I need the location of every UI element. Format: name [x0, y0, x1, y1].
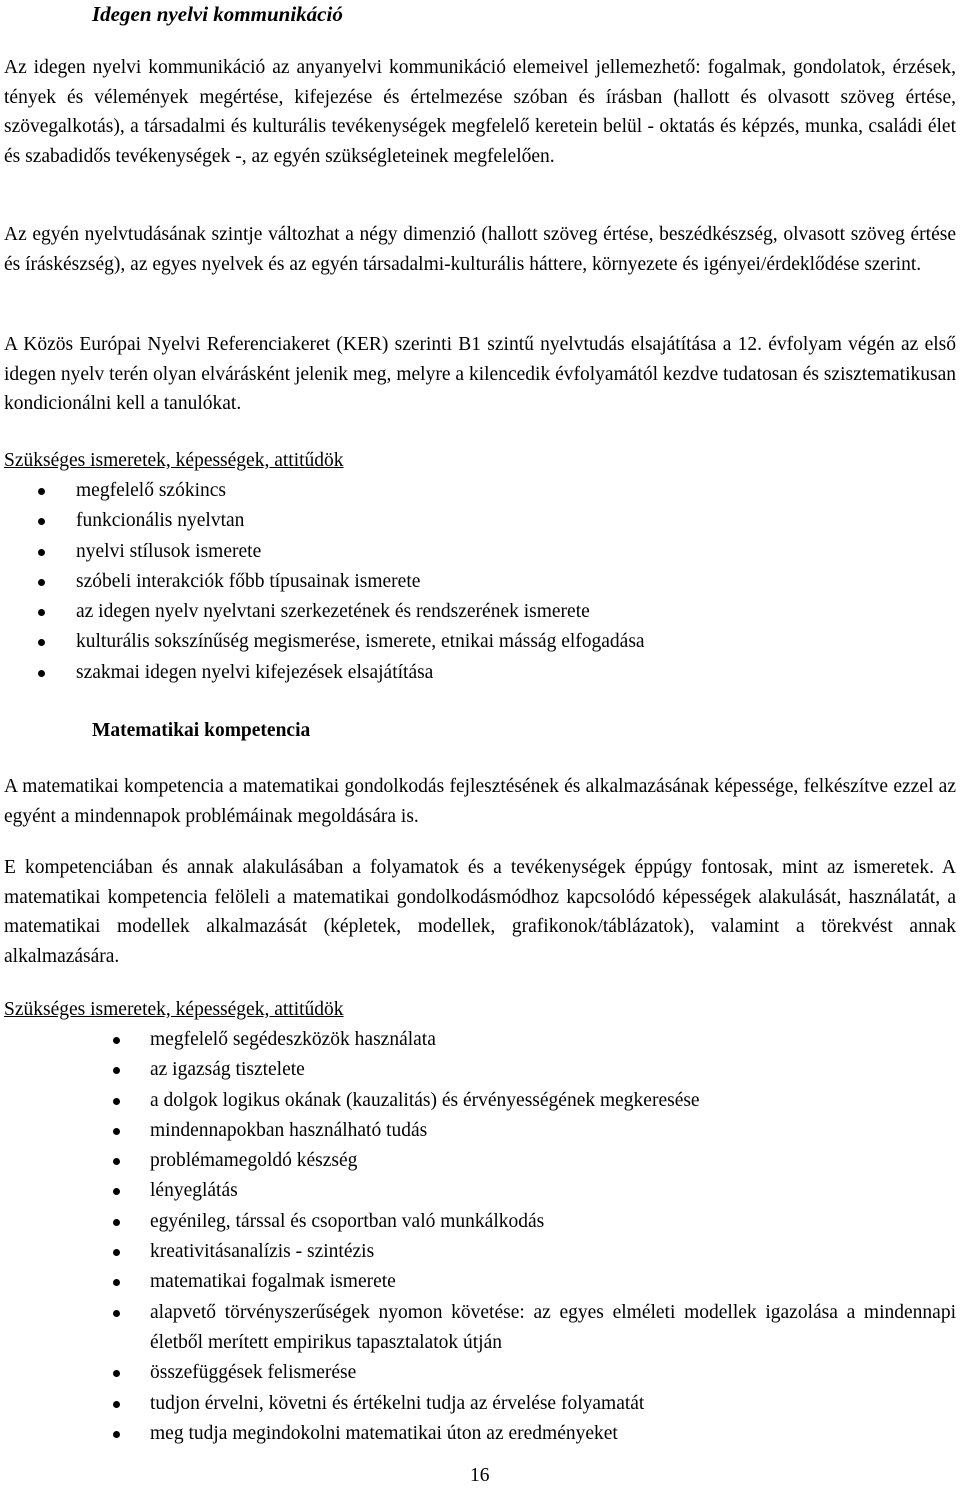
bullet-icon	[113, 1098, 120, 1105]
skills-list	[76, 476, 956, 688]
list-item: lényeglátás	[150, 1176, 956, 1206]
list-item: egyénileg, társsal és csoportban való munkálkodás	[150, 1207, 956, 1237]
list-item: az igazság tisztelete	[150, 1055, 956, 1085]
subheading-skills: Szükséges ismeretek, képességek, attitűdök	[4, 999, 344, 1020]
paragraph: Az idegen nyelvi kommunikáció az anyanyelvi kommunikáció elemeivel jellemezhető: fogalmak, gondolatok, érzések, tények és vélemények megértése, kifejezése és értelmezése szóban és írásban (hallott és olvasott szöveg értése, szövegalkotás), a társadalmi és kulturális tevékenységek megfelelő keretein belül - oktatás és képzés, munka, családi élet és szabadidős tevékenységek -, az egyén szükségleteinek megfelelően.	[4, 57, 956, 167]
bullet-icon	[113, 1310, 120, 1317]
list-item: összefüggések felismerése	[150, 1358, 956, 1388]
paragraph: A matematikai kompetencia a matematikai gondolkodás fejlesztésének és alkalmazásának képessége, felkészítve ezzel az egyént a mindennapok problémáinak megoldására is.	[4, 776, 956, 827]
page-number: 16	[470, 1465, 490, 1486]
list-item: alapvető törvényszerűségek nyomon követése: az egyes elméleti modellek igazolása a mindennapi életből merített empirikus tapasztalatok útján	[150, 1298, 956, 1359]
bullet-icon	[113, 1370, 120, 1377]
list-item: tudjon érvelni, követni és értékelni tudja az érvelése folyamatát	[150, 1389, 956, 1419]
list-item: szóbeli interakciók főbb típusainak ismerete	[76, 567, 956, 597]
bullet-icon	[113, 1128, 120, 1135]
list-item: mindennapokban használható tudás	[150, 1116, 956, 1146]
list-item: matematikai fogalmak ismerete	[150, 1267, 956, 1297]
bullet-icon	[113, 1067, 120, 1074]
bullet-icon	[113, 1158, 120, 1165]
bullet-icon	[38, 609, 45, 616]
bullet-icon	[113, 1431, 120, 1438]
bullet-icon	[113, 1249, 120, 1256]
bullet-icon	[113, 1401, 120, 1408]
list-item: megfelelő segédeszközök használata	[150, 1025, 956, 1055]
list-item: a dolgok logikus okának (kauzalitás) és érvényességének megkeresése	[150, 1086, 956, 1116]
bullet-icon	[38, 579, 45, 586]
bullet-icon	[38, 518, 45, 525]
bullet-icon	[38, 639, 45, 646]
bullet-icon	[38, 549, 45, 556]
paragraph: Az egyén nyelvtudásának szintje változhat a négy dimenzió (hallott szöveg értése, beszédkészség, olvasott szöveg értése és íráskészség), az egyes nyelvek és az egyén társadalmi-kulturális háttere, környezete és igényei/érdeklődése szerint.	[4, 224, 956, 275]
bullet-icon	[38, 488, 45, 495]
bullet-icon	[38, 670, 45, 677]
skills-list	[150, 1025, 956, 1449]
list-item: problémamegoldó készség	[150, 1146, 956, 1176]
list-item: megfelelő szókincs	[76, 476, 956, 506]
bullet-icon	[113, 1219, 120, 1226]
list-item: nyelvi stílusok ismerete	[76, 537, 956, 567]
list-item: az idegen nyelv nyelvtani szerkezetének és rendszerének ismerete	[76, 597, 956, 627]
list-item: funkcionális nyelvtan	[76, 506, 956, 536]
bullet-icon	[113, 1037, 120, 1044]
list-item: kreativitásanalízis - szintézis	[150, 1237, 956, 1267]
section-title-math: Matematikai kompetencia	[92, 720, 311, 741]
bullet-icon	[113, 1279, 120, 1286]
list-item: meg tudja megindokolni matematikai úton az eredményeket	[150, 1419, 956, 1449]
list-item: szakmai idegen nyelvi kifejezések elsajátítása	[76, 658, 956, 688]
paragraph: E kompetenciában és annak alakulásában a folyamatok és a tevékenységek éppúgy fontosak, mint az ismeretek. A matematikai kompetencia felöleli a matematikai gondolkodásmódhoz kapcsolódó képességek alakulását, használatát, a matematikai modellek alkalmazását (képletek, modellek, grafikonok/táblázatok), valamint a törekvést annak alkalmazására.	[4, 857, 956, 967]
section-title-foreign-language: Idegen nyelvi kommunikáció	[92, 2, 343, 26]
bullet-icon	[113, 1188, 120, 1195]
list-item: kulturális sokszínűség megismerése, ismerete, etnikai másság elfogadása	[76, 627, 956, 657]
subheading-skills: Szükséges ismeretek, képességek, attitűdök	[4, 450, 344, 471]
paragraph: A Közös Európai Nyelvi Referenciakeret (KER) szerinti B1 szintű nyelvtudás elsajátítása a 12. évfolyam végén az első idegen nyelv terén olyan elvárásként jelenik meg, melyre a kilencedik évfolyamától kezdve tudatosan és szisztematikusan kondicionálni kell a tanulókat.	[4, 334, 956, 414]
